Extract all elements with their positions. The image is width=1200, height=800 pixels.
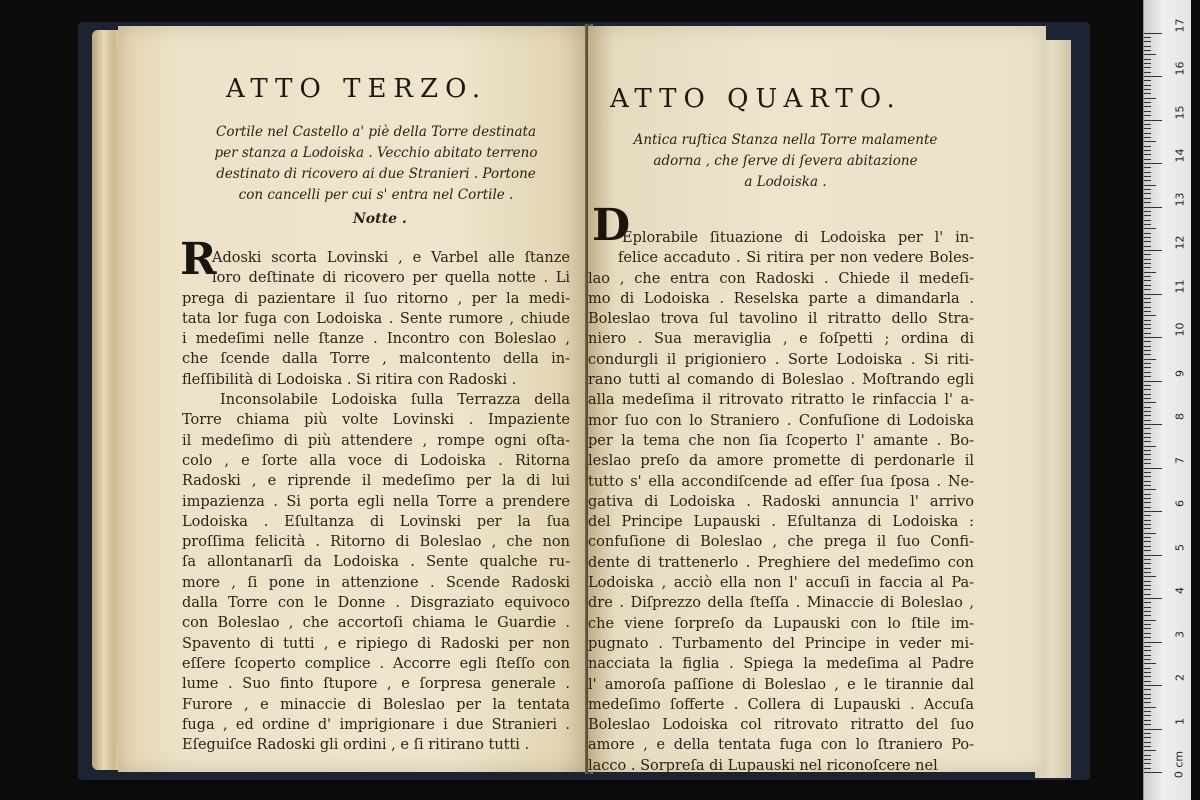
text-line: felice accaduto . Si ritira per non vedere Boles-: [618, 250, 974, 267]
text-line: prega di pazientare il ſuo ritorno , per la medi-: [182, 290, 570, 307]
ruler-tick: [1144, 367, 1151, 368]
ruler-tick: [1144, 633, 1151, 634]
ruler-tick: [1144, 85, 1151, 86]
ruler-tick: [1144, 498, 1151, 499]
ruler-tick: [1144, 720, 1151, 721]
ruler-tick: [1144, 394, 1151, 395]
ruler-tick: [1144, 115, 1151, 116]
text-line: Inconsolabile Lodoiska ſulla Terrazza della: [220, 392, 570, 409]
ruler-label: 12: [1173, 235, 1187, 250]
text-line: mor ſuo con lo Straniero . Confuſione di Lodoiska: [588, 412, 974, 429]
ruler-tick: [1144, 559, 1151, 560]
ruler-tick: [1144, 254, 1151, 255]
ruler-tick: [1144, 602, 1151, 603]
ruler-label: 14: [1173, 148, 1187, 163]
ruler-tick: [1144, 120, 1162, 121]
ruler-tick: [1144, 468, 1162, 469]
ruler-tick: [1144, 111, 1151, 112]
ruler-label: 6: [1173, 500, 1187, 507]
ruler-tick: [1144, 298, 1151, 299]
ruler-tick: [1144, 581, 1151, 582]
ruler-tick: [1144, 772, 1162, 773]
text-line: Radoski , e riprende il medeſimo per la di lui: [182, 473, 570, 490]
ruler-label: 4: [1173, 587, 1187, 594]
ruler-tick: [1144, 715, 1151, 716]
ruler-tick: [1144, 41, 1151, 42]
ruler-tick: [1144, 220, 1151, 221]
ruler-tick: [1144, 411, 1151, 412]
ruler-tick: [1144, 50, 1151, 51]
ruler-tick: [1144, 250, 1162, 251]
ruler-tick: [1144, 211, 1151, 212]
ruler-tick: [1144, 737, 1151, 738]
ruler-tick: [1144, 54, 1156, 55]
ruler-tick: [1144, 524, 1151, 525]
text-line: Lodoiska . Eſultanza di Lovinski per la ſua: [182, 513, 570, 530]
setting-line: destinato di ricovero ai due Stranieri . Portone: [216, 166, 536, 182]
ruler-tick: [1144, 755, 1151, 756]
ruler-tick: [1144, 263, 1151, 264]
ruler-tick: [1144, 763, 1151, 764]
ruler-tick: [1144, 672, 1151, 673]
ruler-tick: [1144, 167, 1151, 168]
ruler-tick: [1144, 681, 1151, 682]
ruler-tick: [1144, 37, 1151, 38]
text-line: condurgli il prigioniero . Sorte Lodoiska . Si riti-: [588, 351, 974, 368]
ruler-tick: [1144, 185, 1156, 186]
text-line: gativa di Lodoiska . Radoski annuncia l' arrivo: [588, 493, 974, 510]
text-line: il medeſimo di più attendere , rompe ogni oſta-: [182, 432, 570, 449]
ruler-label: 5: [1173, 543, 1187, 551]
ruler-tick: [1144, 76, 1162, 77]
ruler-tick: [1144, 80, 1151, 81]
ruler-tick: [1144, 180, 1151, 181]
ruler-tick: [1144, 241, 1151, 242]
ruler-tick: [1144, 563, 1151, 564]
ruler-tick: [1144, 59, 1151, 60]
ruler-tick: [1144, 768, 1151, 769]
text-line: fuga , ed ordine d' imprigionare i due Stranieri .: [182, 716, 570, 733]
ruler-tick: [1144, 272, 1156, 273]
text-line: alla medeſima il ritrovato ritratto le rinfaccia l' a-: [588, 392, 974, 409]
ruler-label: 8: [1173, 413, 1187, 420]
ruler-tick: [1144, 494, 1151, 495]
ruler-tick: [1144, 133, 1151, 134]
act-four-title: ATTO QUARTO.: [610, 84, 902, 114]
ruler-tick: [1144, 328, 1151, 329]
ruler-tick: [1144, 685, 1162, 686]
ruler-tick: [1144, 402, 1156, 403]
ruler-tick: [1144, 463, 1151, 464]
text-line: ſa allontanarſi da Lodoiska . Sente qualche ru-: [182, 554, 570, 571]
ruler-tick: [1144, 215, 1151, 216]
ruler-tick: [1144, 659, 1151, 660]
ruler-tick: [1144, 389, 1151, 390]
ruler-tick: [1144, 354, 1151, 355]
text-line: Eſeguiſce Radoski gli ordini , e ſi ritirano tutti .: [182, 737, 530, 754]
text-line: pugnato . Turbamento del Principe in veder mi-: [588, 635, 974, 652]
text-line: proſſima felicità . Ritorno di Boleslao , che non: [182, 534, 570, 551]
ruler-tick: [1144, 350, 1151, 351]
ruler-tick: [1144, 63, 1151, 64]
text-line: leslao preſo da amore promette di perdonarle il: [588, 453, 974, 470]
ruler-tick: [1144, 311, 1151, 312]
act-three-body: [182, 248, 570, 755]
ruler-tick: [1144, 193, 1151, 194]
setting-line: Antica ruſtica Stanza nella Torre malamente: [633, 132, 938, 148]
ruler-tick: [1144, 67, 1151, 68]
setting-line: per stanza a Lodoiska . Vecchio abitato terreno: [214, 145, 538, 161]
text-line: i medeſimi nelle ſtanze . Incontro con Boleslao ,: [182, 331, 570, 348]
ruler-tick: [1144, 302, 1151, 303]
ruler-tick: [1144, 607, 1151, 608]
text-line: niero . Sua meraviglia , e ſoſpetti ; ordina di: [588, 331, 974, 348]
ruler-tick: [1144, 481, 1151, 482]
text-line: Torre chiama più volte Lovinski . Impaziente: [182, 412, 570, 429]
ruler-tick: [1144, 159, 1151, 160]
text-line: Adoski scorta Lovinski , e Varbel alle ſtanze: [212, 250, 570, 266]
ruler-tick: [1144, 294, 1162, 295]
text-line: Spavento di tutti , e ripiego di Radoski per non: [182, 635, 570, 652]
text-line: lacco . Sorpreſa di Lupauski nel riconoſcere nel: [588, 757, 938, 774]
ruler-tick: [1144, 489, 1156, 490]
ruler-tick: [1144, 628, 1151, 629]
ruler-label: 11: [1173, 279, 1187, 293]
ruler-tick: [1144, 655, 1151, 656]
ruler-tick: [1144, 502, 1151, 503]
text-line: impazienza . Si porta egli nella Torre a prendere: [182, 493, 570, 510]
text-line: l' amoroſa paſſione di Boleslao , e le tirannie dal: [588, 676, 974, 693]
text-line: Boleslao Lodoiska col ritrovato ritratto del ſuo: [588, 717, 974, 734]
ruler-tick: [1144, 420, 1151, 421]
text-line: rano tutti al comando di Boleslao . Moſtrando egli: [588, 372, 974, 389]
ruler-tick: [1144, 537, 1151, 538]
ruler-tick: [1144, 267, 1151, 268]
ruler-tick: [1144, 572, 1151, 573]
ruler-tick: [1144, 285, 1151, 286]
ruler-tick: [1144, 289, 1151, 290]
ruler-label: 3: [1173, 630, 1187, 638]
ruler-tick: [1144, 398, 1151, 399]
act-four-setting: [588, 130, 983, 193]
text-line: nacciata la figlia . Spiega la medeſima al Padre: [588, 656, 974, 673]
ruler-tick: [1144, 224, 1151, 225]
ruler-tick: [1144, 589, 1151, 590]
left-page: [118, 26, 590, 772]
ruler-tick: [1144, 276, 1151, 277]
ruler-tick: [1144, 555, 1162, 556]
ruler-tick: [1144, 333, 1151, 334]
ruler-tick: [1144, 320, 1151, 321]
ruler-tick: [1144, 598, 1162, 599]
ruler-label: 17: [1173, 18, 1187, 32]
ruler-tick: [1144, 698, 1151, 699]
ruler-tick: [1144, 228, 1156, 229]
ruler-tick: [1144, 202, 1151, 203]
ruler-tick: [1144, 520, 1151, 521]
ruler-tick: [1144, 233, 1151, 234]
text-line: Eplorabile ſituazione di Lodoiska per l' in-: [622, 230, 974, 246]
ruler-tick: [1144, 433, 1151, 434]
ruler-tick: [1144, 707, 1156, 708]
ruler-tick: [1144, 146, 1151, 147]
ruler-label: 13: [1173, 192, 1187, 206]
ruler-tick: [1144, 450, 1151, 451]
ruler-tick: [1144, 485, 1151, 486]
text-line: colo , e ſorte alla voce di Lodoiska . Ritorna: [182, 452, 570, 469]
ruler-tick: [1144, 437, 1151, 438]
ruler-tick: [1144, 424, 1162, 425]
text-line: tata lor fuga con Lodoiska . Sente rumore , chiude: [182, 310, 570, 327]
ruler-label: 16: [1173, 61, 1187, 76]
ruler-tick: [1144, 611, 1151, 612]
ruler-tick: [1144, 459, 1151, 460]
ruler-tick: [1144, 72, 1151, 73]
ruler-tick: [1144, 428, 1151, 429]
ruler-tick: [1144, 689, 1151, 690]
measurement-ruler: [1143, 0, 1191, 800]
ruler-tick: [1144, 385, 1151, 386]
ruler-tick: [1144, 189, 1151, 190]
ruler-tick: [1144, 511, 1162, 512]
right-page: [588, 26, 1046, 772]
ruler-tick: [1144, 507, 1151, 508]
ruler-tick: [1144, 550, 1151, 551]
ruler-tick: [1144, 576, 1156, 577]
ruler-tick: [1144, 624, 1151, 625]
ruler-tick: [1144, 546, 1151, 547]
ruler-tick: [1144, 324, 1151, 325]
ruler-tick: [1144, 541, 1151, 542]
text-line: amore , e della tentata fuga con lo ſtraniero Po-: [588, 737, 974, 754]
ruler-tick: [1144, 668, 1151, 669]
ruler-tick: [1144, 46, 1151, 47]
setting-line: con cancelli per cui s' entra nel Cortile .: [238, 187, 514, 203]
ruler-tick: [1144, 729, 1162, 730]
text-line: Furore , e minaccie di Boleslao per la tentata: [182, 696, 570, 713]
ruler-tick: [1144, 585, 1151, 586]
ruler-tick: [1144, 154, 1151, 155]
text-line: dre . Diſprezzo della ſteſſa . Minaccie di Boleslao ,: [588, 595, 974, 612]
ruler-label: 15: [1173, 105, 1187, 119]
ruler-tick: [1144, 102, 1151, 103]
ruler-tick: [1144, 742, 1151, 743]
dropcap-r: R: [180, 234, 217, 285]
text-line: per la tema che non ſia ſcoperto l' amante . Bo-: [588, 432, 974, 449]
ruler-tick: [1144, 642, 1162, 643]
text-line: Boleslao trova ſul tavolino il ritratto dello Stra-: [588, 311, 974, 328]
ruler-label: 10: [1173, 322, 1187, 337]
text-line: lume . Suo finto ſtupore , e ſorpresa generale .: [182, 676, 570, 693]
ruler-tick: [1144, 620, 1156, 621]
ruler-tick: [1144, 528, 1151, 529]
ruler-tick: [1144, 615, 1151, 616]
ruler-tick: [1144, 198, 1151, 199]
ruler-tick: [1144, 454, 1151, 455]
ruler-tick: [1144, 746, 1151, 747]
text-line: con Boleslao , che accortoſi chiama le Guardie .: [182, 615, 570, 632]
act-three-setting: [178, 122, 574, 206]
ruler-label: 9: [1173, 369, 1187, 377]
ruler-tick: [1144, 237, 1151, 238]
ruler-tick: [1144, 415, 1151, 416]
text-line: Lodoiska , acciò ella non l' accuſi in faccia al Pa-: [588, 575, 974, 592]
ruler-tick: [1144, 476, 1151, 477]
ruler-tick: [1144, 594, 1151, 595]
ruler-tick: [1144, 472, 1151, 473]
ruler-tick: [1144, 515, 1151, 516]
ruler-tick: [1144, 98, 1156, 99]
text-line: che ſcende dalla Torre , malcontento della in-: [182, 351, 570, 368]
ruler-tick: [1144, 176, 1151, 177]
ruler-tick: [1144, 246, 1151, 247]
setting-line: adorna , che ſerve di ſevera abitazione: [653, 153, 918, 169]
act-three-title: ATTO TERZO.: [226, 74, 488, 104]
ruler-tick: [1144, 733, 1151, 734]
ruler-tick: [1144, 376, 1151, 377]
text-line: eſſere ſcoperto complice . Accorre egli ſteſſo con: [182, 655, 570, 672]
ruler-tick: [1144, 359, 1156, 360]
ruler-label: 1: [1173, 717, 1187, 725]
ruler-tick: [1144, 533, 1156, 534]
ruler-tick: [1144, 150, 1151, 151]
ruler-tick: [1144, 381, 1162, 382]
text-line: dente di trattenerlo . Preghiere del medeſimo con: [588, 554, 974, 571]
ruler-tick: [1144, 568, 1151, 569]
ruler-tick: [1144, 446, 1156, 447]
ruler-tick: [1144, 128, 1151, 129]
ruler-unit-label: 0 cm: [1172, 750, 1186, 779]
act-four-body: [588, 228, 974, 776]
text-line: medeſimo ſofferte . Collera di Lupauski . Accuſa: [588, 696, 974, 713]
ruler-tick: [1144, 724, 1151, 725]
ruler-tick: [1144, 137, 1151, 138]
ruler-tick: [1144, 141, 1156, 142]
text-line: more , ſi pone in attenzione . Scende Radoski: [182, 574, 570, 591]
ruler-tick: [1144, 407, 1151, 408]
ruler-tick: [1144, 346, 1151, 347]
ruler-tick: [1144, 89, 1151, 90]
ruler-tick: [1144, 106, 1151, 107]
ruler-tick: [1144, 307, 1151, 308]
setting-line: Cortile nel Castello a' piè della Torre destinata: [215, 124, 536, 140]
ruler-tick: [1144, 702, 1151, 703]
text-line: che viene ſorpreſo da Lupauski con lo ſtile im-: [588, 615, 974, 632]
ruler-tick: [1144, 637, 1151, 638]
ruler-tick: [1144, 750, 1156, 751]
ruler-tick: [1144, 341, 1151, 342]
ruler-tick: [1144, 646, 1151, 647]
text-line: dalla Torre con le Donne . Disgraziato equivoco: [182, 595, 570, 612]
ruler-tick: [1144, 259, 1151, 260]
ruler-tick: [1144, 207, 1162, 208]
ruler-tick: [1144, 315, 1156, 316]
ruler-tick: [1144, 372, 1151, 373]
section-heading-notte: Notte .: [353, 211, 407, 227]
ruler-tick: [1144, 363, 1151, 364]
ruler-tick: [1144, 711, 1151, 712]
ruler-tick: [1144, 663, 1156, 664]
text-line: loro deſtinate di ricovero per quella notte . Li: [212, 270, 570, 287]
ruler-tick: [1144, 441, 1151, 442]
ruler-label: 7: [1173, 456, 1187, 464]
ruler-tick: [1144, 280, 1151, 281]
dropcap-d: D: [592, 200, 631, 251]
ruler-tick: [1144, 124, 1151, 125]
text-line: lao , che entra con Radoski . Chiede il medeſi-: [588, 270, 974, 287]
ruler-tick: [1144, 93, 1151, 94]
ruler-tick: [1144, 650, 1151, 651]
ruler-tick: [1144, 163, 1162, 164]
ruler-tick: [1144, 337, 1162, 338]
ruler-tick: [1144, 33, 1162, 34]
setting-line: a Lodoiska .: [744, 174, 827, 190]
ruler-tick: [1144, 759, 1151, 760]
text-line: mo di Lodoiska . Reselska parte a dimandarla .: [588, 290, 974, 307]
ruler-tick: [1144, 676, 1151, 677]
text-line: tutto s' ella accondiſcende ad eſſer ſua ſposa . Ne-: [588, 473, 974, 490]
text-line: del Principe Lupauski . Eſultanza di Lodoiska :: [588, 514, 974, 531]
ruler-tick: [1144, 172, 1151, 173]
ruler-tick: [1144, 694, 1151, 695]
text-line: fleſſibilità di Lodoiska . Si ritira con Radoski .: [182, 371, 517, 388]
text-line: confuſione di Boleslao , che prega il ſuo Confi-: [588, 534, 974, 551]
ruler-label: 2: [1173, 674, 1187, 681]
